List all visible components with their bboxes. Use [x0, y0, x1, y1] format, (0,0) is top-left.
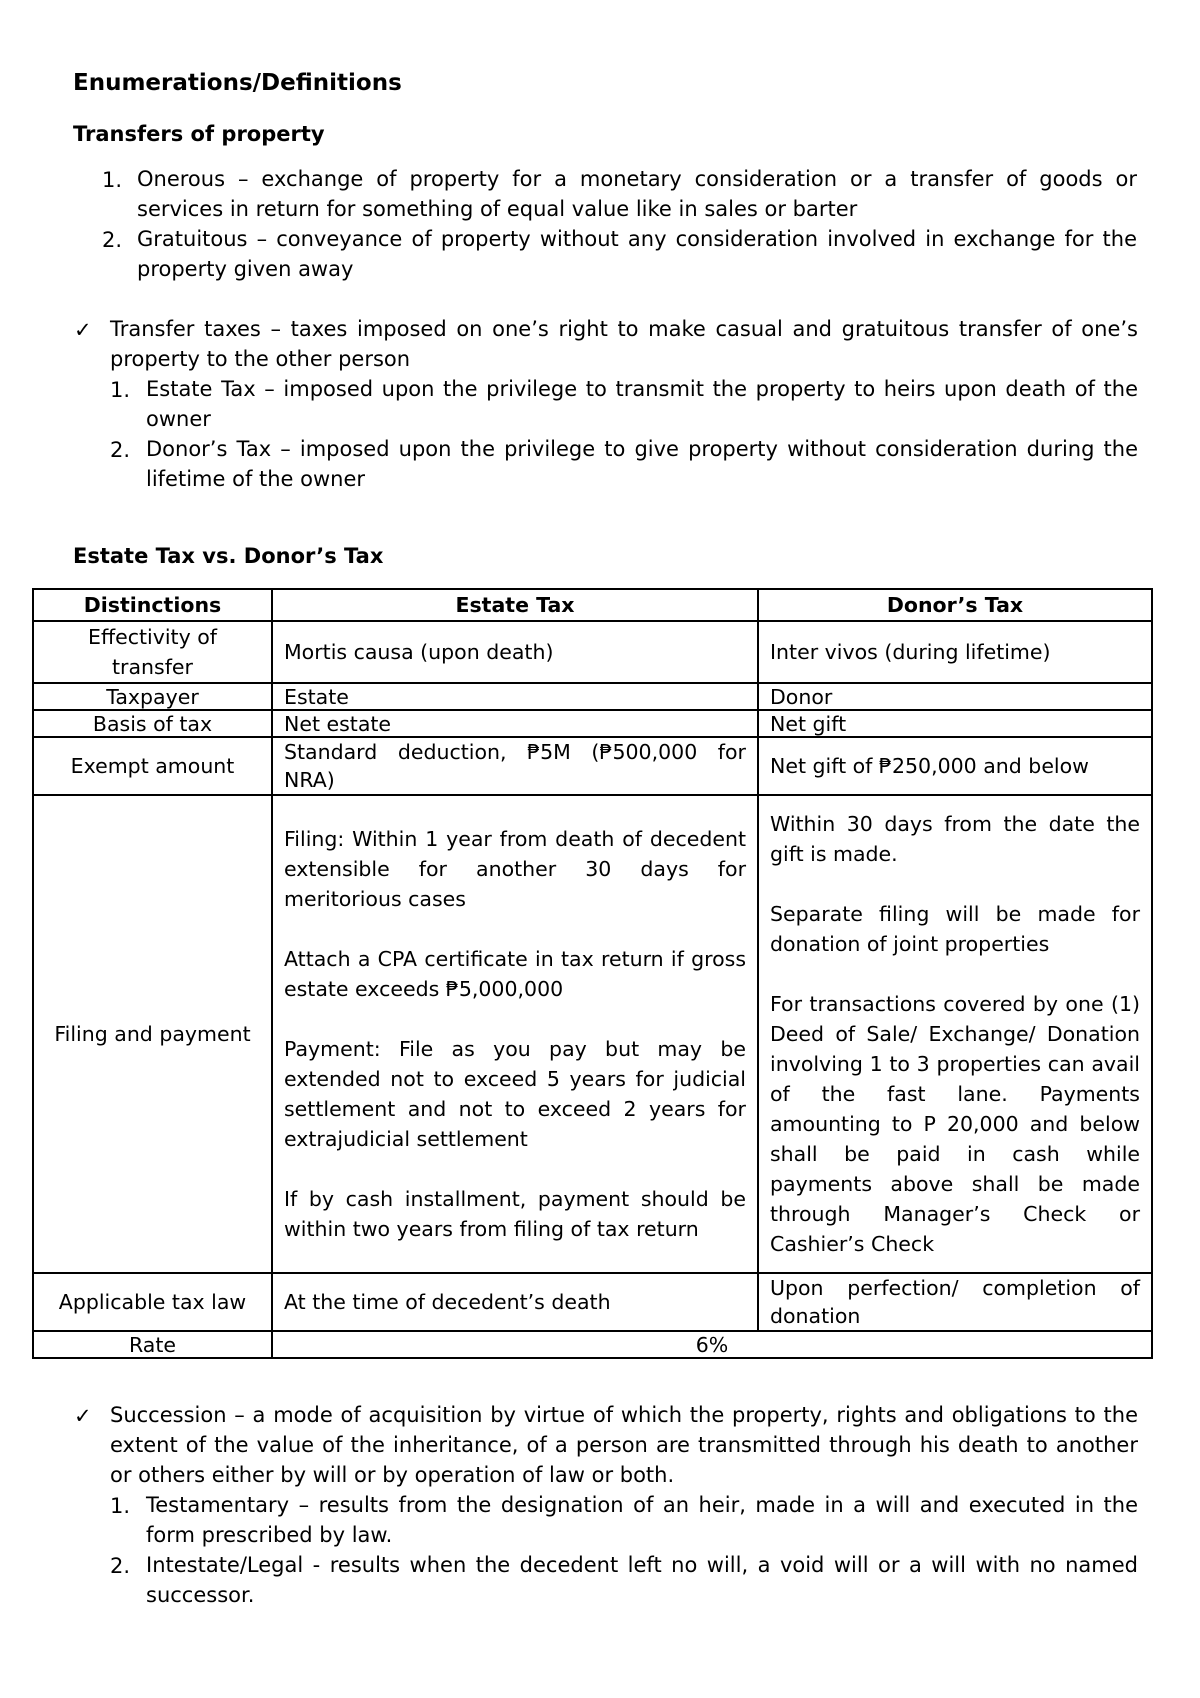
list-item-estate-tax: Estate Tax – imposed upon the privilege to transmit the property to heirs upon death of the owner: [146, 377, 1138, 431]
check-icon: ✓: [74, 1404, 92, 1428]
donor-cell: Donor: [758, 683, 1152, 710]
donor-fastlane-paragraph: For transactions covered by one (1) Deed of Sale/ Exchange/ Donation involving 1 to 3 properties can avail of the fast lane. Payments amounting to P 20,000 and below shall be paid in cash while payments above shall be made through Manager’s Check or Cashier’s Check: [770, 992, 1140, 1256]
estate-cell: Mortis causa (upon death): [272, 621, 758, 683]
list-item-donors-tax: Donor’s Tax – imposed upon the privilege to give property without consideration during the lifetime of the owner: [146, 437, 1138, 491]
donor-cell: Net gift of ₱250,000 and below: [758, 737, 1152, 795]
rate-cell: 6%: [272, 1331, 1152, 1358]
header-estate-tax: Estate Tax: [272, 589, 758, 621]
list-number: 1.: [102, 168, 123, 192]
row-label: Basis of tax: [33, 710, 272, 737]
list-item-gratuitous: Gratuitous – conveyance of property without any consideration involved in exchange for the property given away: [137, 227, 1137, 281]
estate-cell: Net estate: [272, 710, 758, 737]
list-number: 2.: [110, 1554, 131, 1578]
donor-cell: Net gift: [758, 710, 1152, 737]
table-row: [33, 795, 1152, 1273]
list-number: 2.: [102, 228, 123, 252]
succession-definition: Succession – a mode of acquisition by virtue of which the property, rights and obligations to the extent of the value of the inheritance, of a person are transmitted through his death to another or others either by will or by operation of law or both.: [110, 1403, 1138, 1487]
table-row: [33, 1331, 1152, 1358]
transfer-taxes-definition: Transfer taxes – taxes imposed on one’s right to make casual and gratuitous transfer of one’s property to the other person: [110, 317, 1138, 371]
comparison-table: [32, 588, 1153, 1359]
transfers-title: Transfers of property: [73, 122, 325, 146]
donor-joint-paragraph: Separate filing will be made for donation of joint properties: [770, 902, 1140, 956]
row-label: Exempt amount: [33, 737, 272, 795]
table-row: [33, 621, 1152, 683]
table-row: [33, 737, 1152, 795]
row-label: Applicable tax law: [33, 1273, 272, 1331]
table-row: [33, 683, 1152, 710]
check-icon: ✓: [74, 318, 92, 342]
estate-cell: At the time of decedent’s death: [272, 1273, 758, 1331]
estate-cell: Standard deduction, ₱5M (₱500,000 for NRA): [272, 737, 758, 795]
row-label: Taxpayer: [33, 683, 272, 710]
list-number: 1.: [110, 378, 131, 402]
header-distinctions: Distinctions: [33, 589, 272, 621]
donor-cell: Upon perfection/ completion of donation: [758, 1273, 1152, 1331]
estate-installment-paragraph: If by cash installment, payment should be within two years from filing of tax return: [284, 1187, 746, 1241]
row-label: Effectivity of transfer: [33, 621, 272, 683]
donor-cell: Inter vivos (during lifetime): [758, 621, 1152, 683]
list-item-testamentary: Testamentary – results from the designation of an heir, made in a will and executed in the form prescribed by law.: [146, 1493, 1138, 1547]
list-number: 2.: [110, 438, 131, 462]
estate-filing-paragraph: Filing: Within 1 year from death of decedent extensible for another 30 days for meritorious cases: [284, 827, 746, 911]
donor-cell: [758, 795, 1152, 1273]
estate-cell: Estate: [272, 683, 758, 710]
estate-cpa-paragraph: Attach a CPA certificate in tax return if gross estate exceeds ₱5,000,000: [284, 947, 746, 1001]
list-number: 1.: [110, 1494, 131, 1518]
estate-payment-paragraph: Payment: File as you pay but may be extended not to exceed 5 years for judicial settlement and not to exceed 2 years for extrajudicial settlement: [284, 1037, 746, 1151]
comparison-title: Estate Tax vs. Donor’s Tax: [73, 544, 384, 568]
row-label: Rate: [33, 1331, 272, 1358]
list-item-onerous: Onerous – exchange of property for a monetary consideration or a transfer of goods or services in return for something of equal value like in sales or barter: [137, 167, 1137, 221]
list-item-intestate: Intestate/Legal - results when the decedent left no will, a void will or a will with no named successor.: [146, 1553, 1138, 1607]
row-label: Filing and payment: [33, 795, 272, 1273]
table-header-row: [33, 589, 1152, 621]
estate-cell: [272, 795, 758, 1273]
page-heading: Enumerations/Definitions: [73, 70, 402, 96]
table-row: [33, 1273, 1152, 1331]
donor-filing-paragraph: Within 30 days from the date the gift is made.: [770, 812, 1140, 866]
table-row: [33, 710, 1152, 737]
header-donors-tax: Donor’s Tax: [758, 589, 1152, 621]
